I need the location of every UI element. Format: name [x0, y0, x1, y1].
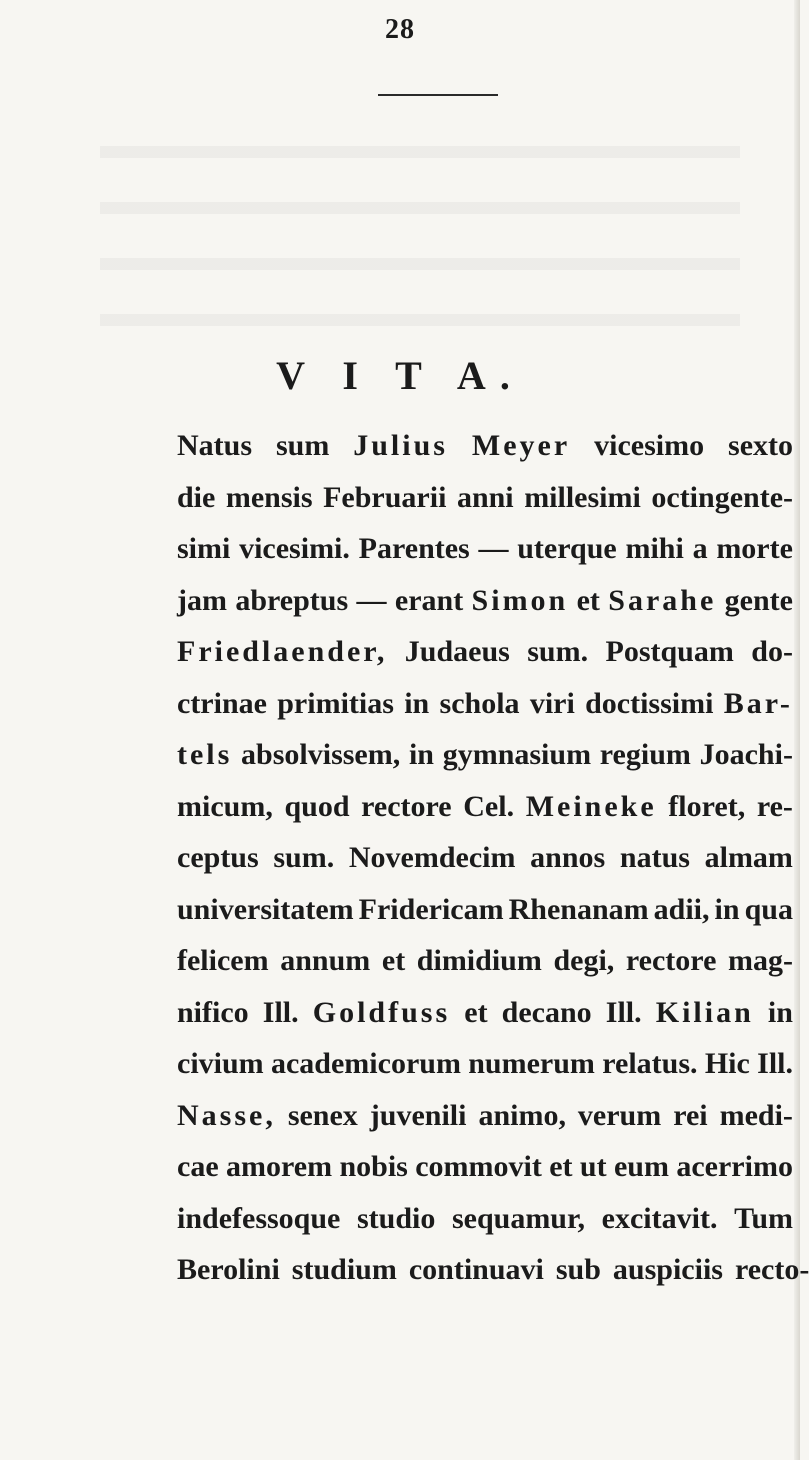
text-line [177, 987, 793, 1039]
word: eum [613, 1150, 669, 1183]
text-line [177, 523, 793, 575]
word: Judaeus [404, 635, 510, 668]
word: Kilian [655, 995, 754, 1029]
word: amorem [226, 1150, 333, 1183]
word: degi, [553, 944, 615, 977]
word: Meyer [471, 429, 571, 462]
text-line [177, 575, 793, 627]
word: vicesimo [594, 429, 705, 462]
word: doctissimi [585, 686, 714, 720]
word: studio [356, 1201, 436, 1235]
text-line [177, 1090, 793, 1142]
word: floret, [668, 789, 746, 823]
text-line [177, 1244, 809, 1296]
page-number: 28 [385, 14, 415, 45]
word: felicem [177, 944, 269, 977]
section-title: V I T A. [276, 353, 524, 398]
text-line [177, 626, 793, 678]
word: simi [177, 532, 231, 565]
word: in [404, 686, 430, 720]
word: — [356, 583, 387, 617]
word: Parentes [358, 532, 470, 565]
word: Sarahe [608, 583, 717, 617]
text-line [177, 832, 793, 884]
word: in [408, 738, 434, 771]
word: continuavi [408, 1253, 544, 1286]
word: relatus. [602, 1047, 698, 1080]
word: academicorum [270, 1047, 461, 1080]
word: re- [756, 789, 793, 823]
word: Ill. [757, 1047, 793, 1080]
word: rei [673, 1098, 708, 1132]
word: millesimi [524, 480, 641, 514]
word: anni [456, 480, 514, 514]
word: almam [704, 841, 793, 874]
word: ceptus [177, 841, 259, 874]
word: et [576, 583, 600, 617]
word: tels [177, 738, 233, 771]
page-number-rule [378, 94, 498, 96]
word: absolvissem, [241, 738, 401, 771]
word: Goldfuss [312, 995, 451, 1029]
word: numerum [468, 1047, 595, 1080]
word: Simon [471, 583, 569, 617]
text-line [177, 472, 793, 524]
word: universitatem [177, 892, 354, 926]
word: Ill. [605, 995, 642, 1029]
page-edge [794, 0, 800, 1460]
word: verum [577, 1098, 662, 1132]
word: studium [291, 1253, 397, 1286]
word: morte [716, 532, 793, 565]
word: juvenili [369, 1098, 467, 1132]
text-line [177, 678, 793, 730]
text-line [177, 935, 793, 987]
text-line [177, 1193, 793, 1245]
word: Hic [704, 1047, 750, 1080]
word: sexto [728, 429, 793, 462]
word: recto- [734, 1253, 809, 1286]
word: indefessoque [177, 1201, 341, 1235]
word: Postquam [605, 635, 734, 668]
body-text [177, 420, 809, 1296]
bleed-through-text [100, 118, 740, 328]
word: — [478, 532, 509, 565]
word: Berolini [177, 1253, 280, 1286]
word: dimidium [416, 944, 542, 977]
word: rectore [361, 789, 452, 823]
word: regium [599, 738, 691, 771]
word: do- [751, 635, 793, 668]
text-line [177, 729, 793, 781]
word: rectore [625, 944, 717, 977]
text-line [177, 420, 793, 472]
text-line [177, 1038, 793, 1090]
word: viri [529, 686, 575, 720]
word: sub [555, 1253, 601, 1286]
word: et [549, 1150, 573, 1183]
word: cae [177, 1150, 219, 1183]
word: sum. [273, 841, 335, 874]
word: Meineke [525, 789, 657, 823]
word: qua [744, 892, 793, 926]
word: senex [287, 1098, 358, 1132]
word: et [381, 944, 406, 977]
word: gymnasium [442, 738, 592, 771]
word: excitavit. [601, 1201, 718, 1235]
word: annum [280, 944, 371, 977]
word: Julius [353, 429, 448, 462]
text-line [177, 884, 793, 936]
word: mihi [625, 532, 684, 565]
word: Joachi- [699, 738, 793, 771]
word: micum, [177, 789, 273, 823]
word: octingente- [651, 480, 793, 514]
word: annos [530, 841, 606, 874]
word: et [464, 995, 488, 1029]
word: in [767, 995, 793, 1029]
word: civium [177, 1047, 264, 1080]
word: quod [284, 789, 350, 823]
word: abreptus [235, 583, 349, 617]
word: Tum [734, 1201, 793, 1235]
word: acerrimo [676, 1150, 793, 1183]
word: sequamur, [451, 1201, 586, 1235]
word: sum. [527, 635, 589, 668]
word: Bar- [723, 686, 793, 720]
word: jam [177, 583, 227, 617]
word: die [177, 480, 216, 514]
word: decano [501, 995, 592, 1029]
word: Februarii [323, 480, 447, 514]
word: primitias [277, 686, 394, 720]
word: uterque [517, 532, 617, 565]
word: ut [579, 1150, 607, 1183]
word: Ill. [262, 995, 299, 1029]
text-line [177, 781, 793, 833]
word: erant [394, 583, 464, 617]
word: schola [439, 686, 520, 720]
word: ctrinae [177, 686, 267, 720]
word: Cel. [463, 789, 515, 823]
word: sum [275, 429, 330, 462]
word: auspiciis [612, 1253, 723, 1286]
word: nobis [339, 1150, 408, 1183]
word: in [714, 892, 740, 926]
word: animo, [478, 1098, 566, 1132]
word: Natus [177, 429, 253, 462]
word: nifico [177, 995, 249, 1029]
word: adii, [653, 892, 710, 926]
word: Fridericam [358, 892, 504, 926]
word: commovit [415, 1150, 542, 1183]
word: Rhenanam [508, 892, 649, 926]
word: medi- [719, 1098, 793, 1132]
text-line [177, 1141, 793, 1193]
word: natus [619, 841, 690, 874]
word: mag- [728, 944, 793, 977]
word: gente [724, 583, 793, 617]
word: Friedlaender, [177, 635, 388, 668]
word: Novemdecim [348, 841, 516, 874]
word: a [692, 532, 708, 565]
word: vicesimi. [239, 532, 350, 565]
word: mensis [225, 480, 313, 514]
word: Nasse, [177, 1098, 276, 1132]
